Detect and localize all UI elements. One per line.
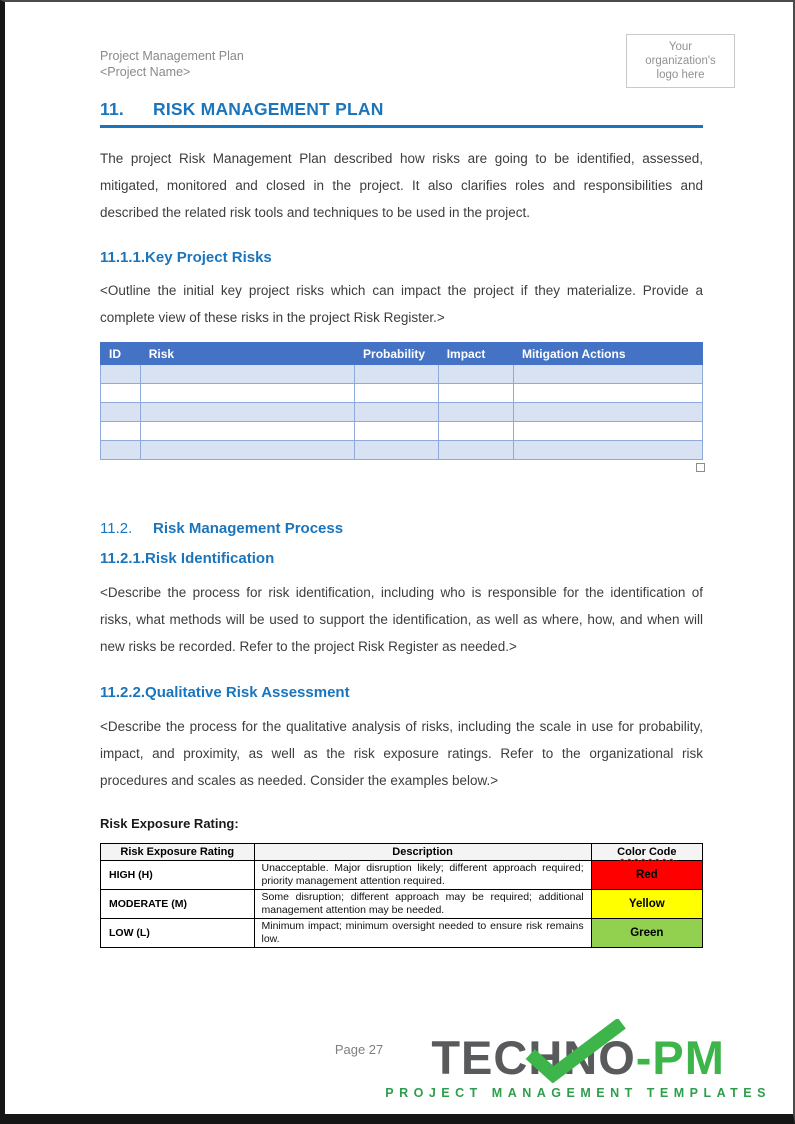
qualitative-heading-title: Qualitative Risk Assessment <box>145 684 350 701</box>
color-code-label: Color Code <box>617 846 677 858</box>
key-risks-heading-title: Key Project Risks <box>145 249 272 266</box>
risk-table-empty-row <box>101 441 703 460</box>
key-risks-table <box>100 342 703 460</box>
exposure-row-moderate <box>101 890 703 919</box>
exposure-rating-table <box>100 843 703 948</box>
risk-table-empty-cell[interactable] <box>438 365 513 384</box>
risk-identification-heading <box>100 550 703 567</box>
description-cell: Some disruption; different approach may be required; additional management attention may be needed. <box>254 890 591 919</box>
column-header-description: Description <box>254 844 591 861</box>
column-header-probability: Probability <box>355 343 439 365</box>
column-header-id: ID <box>101 343 141 365</box>
column-header-color-code <box>591 844 702 861</box>
risk-table-empty-cell[interactable] <box>355 441 439 460</box>
column-header-exposure-rating: Risk Exposure Rating <box>101 844 255 861</box>
key-risks-heading-number: 11.1.1. <box>100 249 146 266</box>
risk-table-empty-cell[interactable] <box>140 384 354 403</box>
risk-identification-paragraph: <Describe the process for risk identification, including who is responsible for the identification of risks, what methods will be used to support the identification, as well as where, how, and when will new risks be recorded. Refer to the project Risk Register as needed.> <box>100 585 703 654</box>
section-heading <box>100 99 703 120</box>
risk-table-empty-row <box>101 403 703 422</box>
logo-placeholder-line: logo here <box>656 69 705 81</box>
organization-logo-placeholder <box>626 34 735 88</box>
risk-table-empty-cell[interactable] <box>513 441 702 460</box>
risk-table-empty-cell[interactable] <box>140 422 354 441</box>
section-intro-paragraph: The project Risk Management Plan described how risks are going to be identified, assessed, mitigated, monitored and closed in the project. It also clarifies roles and responsibilities and described the related risk tools and techniques to be used in the project. <box>100 151 703 220</box>
risk-table-empty-cell[interactable] <box>101 365 141 384</box>
risk-table-empty-cell[interactable] <box>438 422 513 441</box>
risk-table-empty-cell[interactable] <box>101 441 141 460</box>
key-risks-instruction: <Outline the initial key project risks which can impact the project if they materialize. Provide a complete view of these risks in the project Risk Register.> <box>100 283 703 325</box>
risk-table-empty-cell[interactable] <box>101 384 141 403</box>
exposure-row-low <box>101 919 703 948</box>
project-name-placeholder: <Project Name> <box>100 65 191 79</box>
risk-table-body <box>101 365 703 460</box>
exposure-row-high <box>101 861 703 890</box>
qualitative-heading-number: 11.2.2. <box>100 684 146 701</box>
process-heading <box>100 520 703 537</box>
description-cell: Unacceptable. Major disruption likely; different approach required; priority management attention required. <box>254 861 591 890</box>
section-title: RISK MANAGEMENT PLAN <box>153 99 384 119</box>
key-risks-heading <box>100 249 703 266</box>
risk-table-empty-cell[interactable] <box>355 384 439 403</box>
brand-tagline: PROJECT MANAGEMENT TEMPLATES <box>385 1086 771 1100</box>
brand-green-text: -PM <box>635 1031 725 1084</box>
section-number: 11. <box>100 99 124 119</box>
document-title: Project Management Plan <box>100 49 244 63</box>
rating-cell: MODERATE (M) <box>101 890 255 919</box>
brand-gray-text: TECHNO <box>431 1031 636 1084</box>
risk-table-empty-cell[interactable] <box>438 384 513 403</box>
risk-table-empty-cell[interactable] <box>438 403 513 422</box>
logo-placeholder-line: Your <box>668 41 693 53</box>
risk-table-empty-cell[interactable] <box>101 403 141 422</box>
color-code-cell: Yellow <box>591 890 702 919</box>
column-header-mitigation-actions: Mitigation Actions <box>513 343 702 365</box>
heading-rule <box>100 125 703 128</box>
exposure-rating-label: Risk Exposure Rating: <box>100 816 239 831</box>
column-header-risk: Risk <box>140 343 354 365</box>
risk-table-empty-cell[interactable] <box>513 365 702 384</box>
logo-placeholder-line: organization's <box>645 55 716 67</box>
exposure-header-row <box>101 844 703 861</box>
risk-table-empty-cell[interactable] <box>355 403 439 422</box>
qualitative-assessment-heading <box>100 684 703 701</box>
risk-table-empty-row <box>101 384 703 403</box>
risk-table-empty-cell[interactable] <box>101 422 141 441</box>
key-risks-header-row <box>101 343 703 365</box>
risk-table-empty-cell[interactable] <box>513 384 702 403</box>
risk-table-empty-row <box>101 422 703 441</box>
page-footer <box>335 1032 771 1100</box>
risk-table-empty-row <box>101 365 703 384</box>
key-risks-table-container <box>100 342 703 460</box>
risk-table-empty-cell[interactable] <box>140 441 354 460</box>
risk-table-empty-cell[interactable] <box>140 403 354 422</box>
table-resize-handle[interactable] <box>696 463 705 472</box>
color-code-cell: Green <box>591 919 702 948</box>
risk-identification-heading-title: Risk Identification <box>145 550 275 567</box>
column-header-impact: Impact <box>438 343 513 365</box>
rating-cell: LOW (L) <box>101 919 255 948</box>
risk-identification-heading-number: 11.2.1. <box>100 550 146 567</box>
page-number: Page 27 <box>334 1042 384 1057</box>
brand-wordmark <box>431 1032 725 1084</box>
rating-cell: HIGH (H) <box>101 861 255 890</box>
risk-table-empty-cell[interactable] <box>513 403 702 422</box>
risk-table-empty-cell[interactable] <box>355 422 439 441</box>
risk-table-empty-cell[interactable] <box>355 365 439 384</box>
risk-table-empty-cell[interactable] <box>438 441 513 460</box>
color-code-cell: Red <box>591 861 702 890</box>
techno-pm-logo <box>385 1032 771 1100</box>
process-heading-number: 11.2. <box>100 520 133 537</box>
risk-table-empty-cell[interactable] <box>513 422 702 441</box>
running-header <box>100 48 703 80</box>
description-cell: Minimum impact; minimum oversight needed to ensure risk remains low. <box>254 919 591 948</box>
qualitative-assessment-paragraph: <Describe the process for the qualitative analysis of risks, including the scale in use for probability, impact, and proximity, as well as the risk exposure ratings. Refer to the organizational risk procedures and scales as needed. Consider the examples below.> <box>100 719 703 788</box>
process-heading-title: Risk Management Process <box>153 520 344 537</box>
risk-table-empty-cell[interactable] <box>140 365 354 384</box>
